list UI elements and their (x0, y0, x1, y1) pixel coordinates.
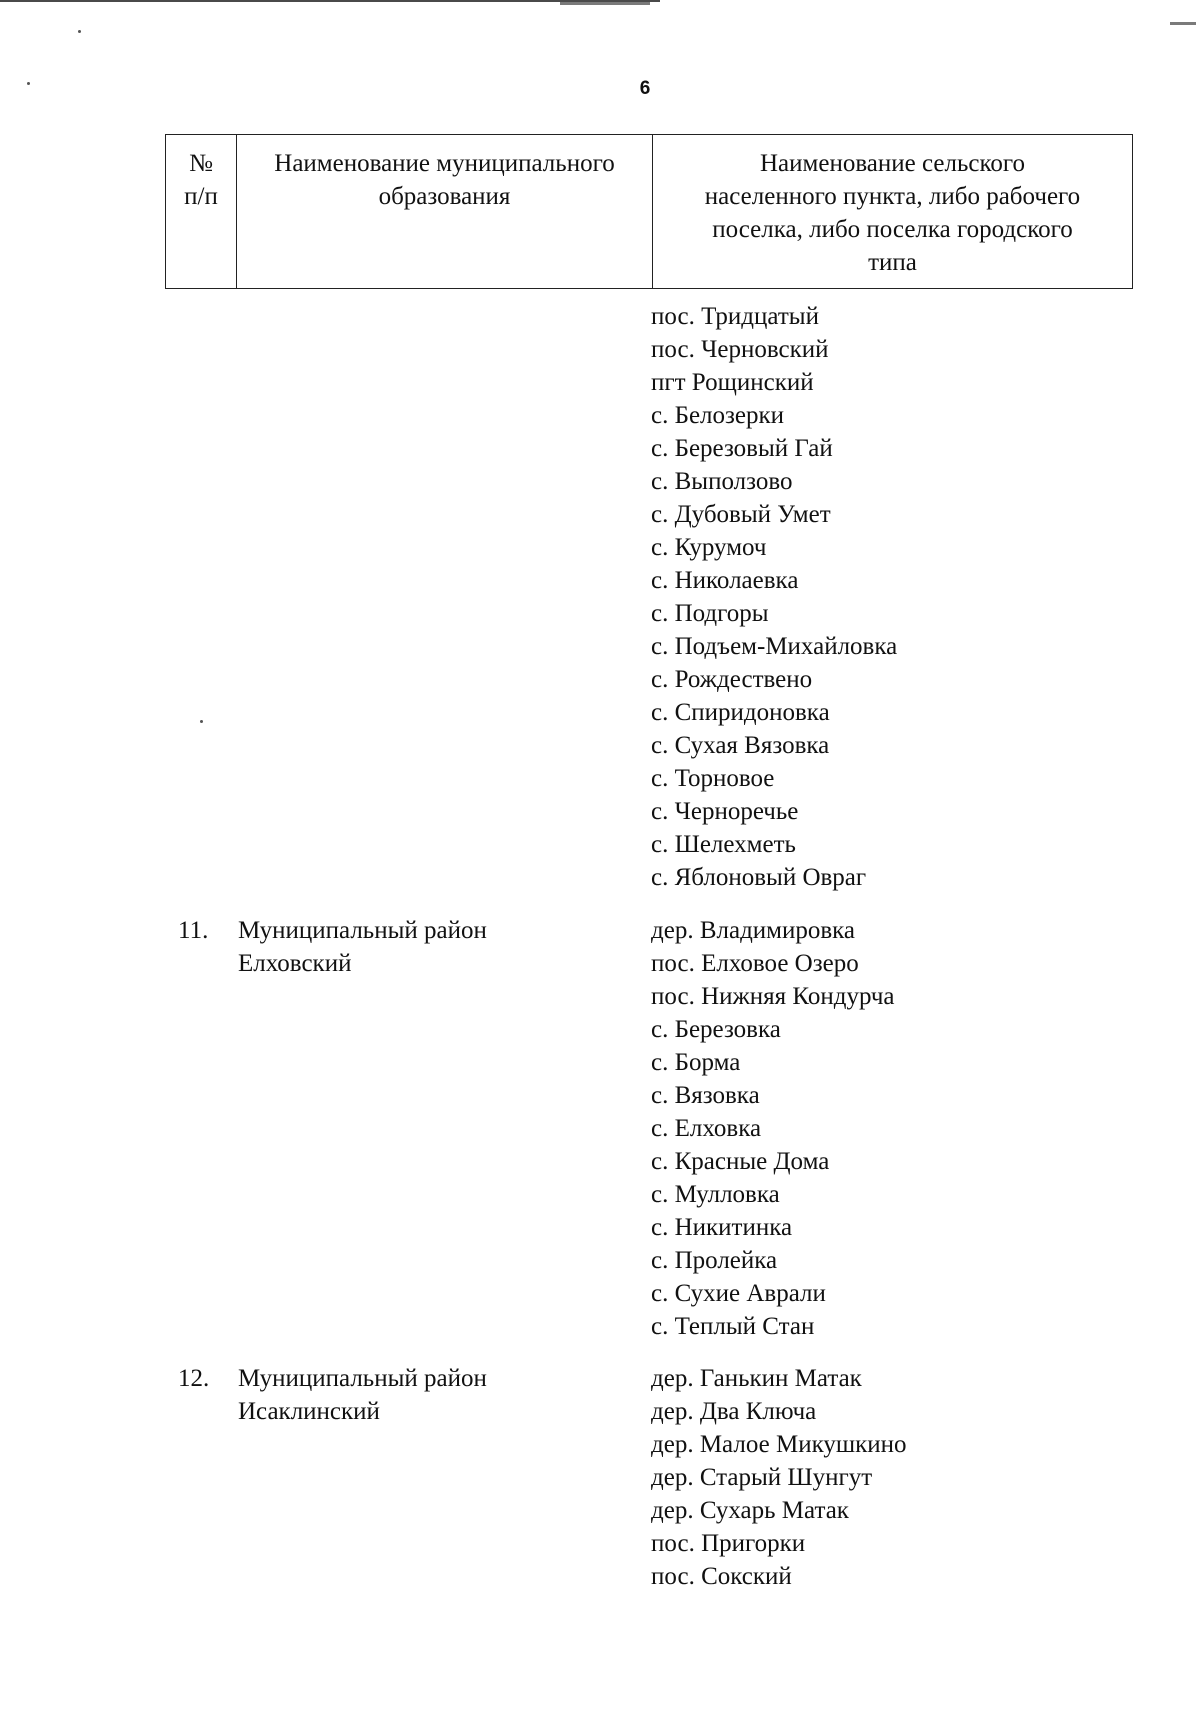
scan-speck (78, 30, 81, 33)
settlement-item: пос. Черновский (651, 336, 829, 363)
scan-artifact (560, 2, 650, 5)
row-municipality (238, 1362, 608, 1428)
settlement-item: с. Красные Дома (651, 1148, 830, 1175)
row-number: 11. (178, 917, 209, 944)
row-number: 12. (178, 1365, 210, 1392)
settlement-item: дер. Малое Микушкино (651, 1431, 907, 1458)
settlement-item: с. Яблоновый Овраг (651, 864, 867, 891)
settlement-item: с. Курумоч (651, 534, 767, 561)
header-text-line: поселка, либо поселка городского (712, 216, 1073, 243)
settlement-list (651, 1362, 1121, 1593)
settlement-item: пос. Пригорки (651, 1530, 806, 1557)
settlement-item: дер. Сухарь Матак (651, 1497, 849, 1524)
settlement-item: дер. Владимировка (651, 917, 856, 944)
settlement-item: с. Спиридоновка (651, 699, 830, 726)
page-number: 6 (639, 78, 651, 99)
settlement-item: с. Пролейка (651, 1247, 778, 1274)
settlement-item: с. Подъем-Михайловка (651, 633, 898, 660)
header-col-municipality (237, 135, 653, 289)
settlement-item: с. Березовый Гай (651, 435, 833, 462)
header-text-line: типа (868, 249, 917, 276)
settlement-item: пос. Тридцатый (651, 303, 819, 330)
municipality-line: Муниципальный район (238, 1365, 487, 1392)
settlement-item: с. Никитинка (651, 1214, 793, 1241)
scan-speck (200, 720, 203, 723)
municipality-line: Муниципальный район (238, 917, 487, 944)
table-header (165, 134, 1133, 289)
settlement-item: с. Подгоры (651, 600, 769, 627)
municipality-line: Елховский (238, 950, 352, 977)
row-municipality (238, 914, 608, 980)
header-text-line: образования (378, 183, 511, 210)
settlement-item: с. Черноречье (651, 798, 799, 825)
settlement-item: дер. Ганькин Матак (651, 1365, 862, 1392)
header-text-line: п/п (184, 183, 218, 210)
settlement-item: с. Мулловка (651, 1181, 780, 1208)
header-col-number (166, 135, 237, 289)
settlement-item: дер. Два Ключа (651, 1398, 817, 1425)
municipality-line: Исаклинский (238, 1398, 380, 1425)
settlement-list (651, 300, 1121, 894)
settlement-list (651, 914, 1121, 1343)
header-col-settlement (653, 135, 1133, 289)
settlement-item: пос. Елховое Озеро (651, 950, 859, 977)
settlement-item: с. Сухие Аврали (651, 1280, 826, 1307)
settlement-item: с. Березовка (651, 1016, 781, 1043)
settlement-item: пгт Рощинский (651, 369, 814, 396)
settlement-item: с. Шелехметь (651, 831, 796, 858)
settlement-item: с. Вязовка (651, 1082, 760, 1109)
settlement-item: с. Елховка (651, 1115, 762, 1142)
settlement-item: пос. Нижняя Кондурча (651, 983, 895, 1010)
settlement-item: с. Теплый Стан (651, 1313, 815, 1340)
settlement-item: с. Белозерки (651, 402, 785, 429)
settlement-item: с. Сухая Вязовка (651, 732, 830, 759)
settlement-item: с. Дубовый Умет (651, 501, 831, 528)
scan-artifact (1170, 22, 1196, 25)
settlement-item: с. Николаевка (651, 567, 799, 594)
settlement-item: с. Торновое (651, 765, 775, 792)
header-text-line: № (189, 150, 213, 177)
settlement-item: дер. Старый Шунгут (651, 1464, 873, 1491)
settlement-item: с. Борма (651, 1049, 741, 1076)
header-text-line: Наименование сельского (760, 150, 1025, 177)
header-text-line: населенного пункта, либо рабочего (704, 183, 1081, 210)
header-text-line: Наименование муниципального (274, 150, 615, 177)
settlement-item: с. Рождествено (651, 666, 813, 693)
settlement-item: пос. Сокский (651, 1563, 792, 1590)
settlement-item: с. Выползово (651, 468, 793, 495)
